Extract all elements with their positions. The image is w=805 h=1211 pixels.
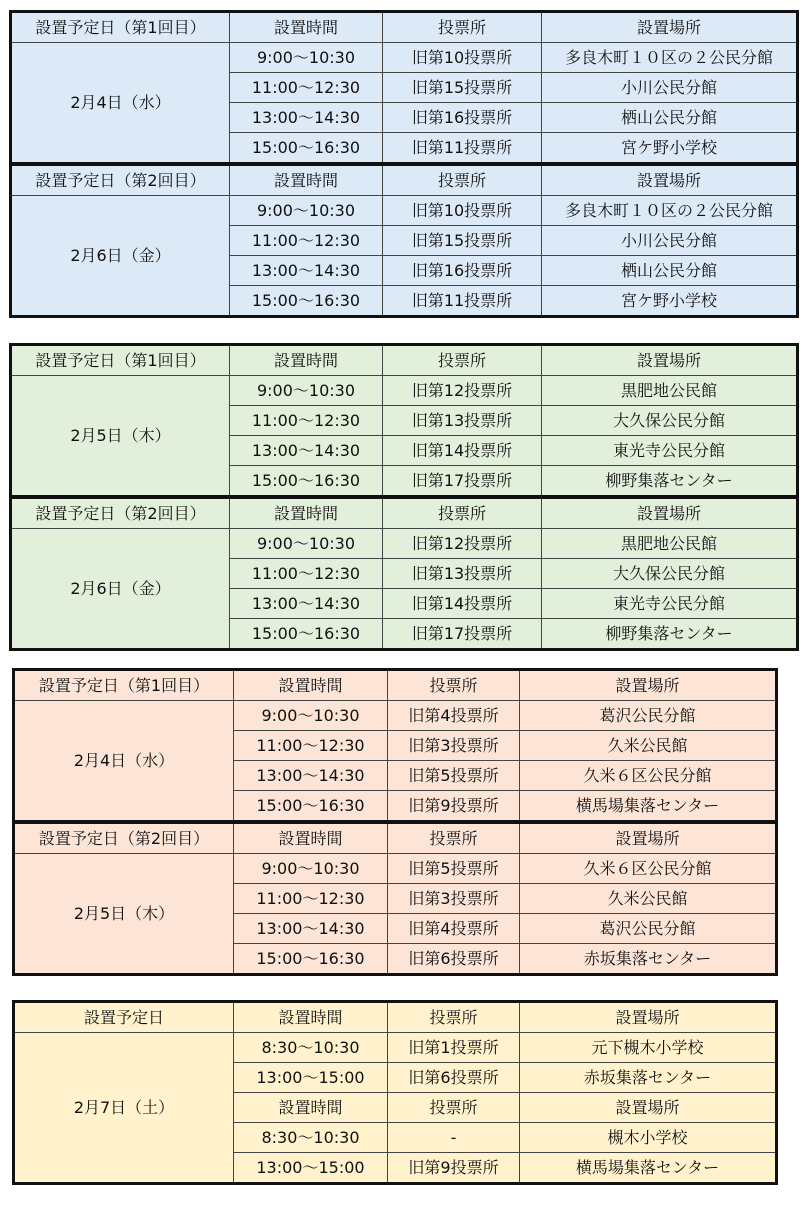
- header-place: 設置場所: [520, 1002, 777, 1033]
- schedule-table-1: [9, 10, 799, 318]
- header-time: 設置時間: [230, 12, 383, 43]
- place-cell: 久米公民館: [520, 731, 777, 761]
- station-cell: 旧第12投票所: [383, 529, 542, 559]
- station-cell: 旧第11投票所: [383, 133, 542, 165]
- time-cell: 13:00～15:00: [234, 1063, 388, 1093]
- station-cell: 旧第15投票所: [383, 73, 542, 103]
- time-cell: 15:00～16:30: [230, 466, 383, 498]
- date-cell: 2月7日（土）: [14, 1033, 234, 1184]
- time-cell: 9:00～10:30: [234, 854, 388, 884]
- station-cell: 旧第9投票所: [388, 791, 520, 823]
- header-time: 設置時間: [230, 164, 383, 196]
- time-cell: 13:00～14:30: [234, 914, 388, 944]
- table-header-row: [14, 822, 777, 854]
- header-place: 設置場所: [542, 497, 798, 529]
- table-header-row: [11, 345, 798, 376]
- table-row: [11, 196, 798, 226]
- time-cell: 11:00～12:30: [230, 406, 383, 436]
- station-cell: 旧第6投票所: [388, 1063, 520, 1093]
- schedule-table-3: [12, 668, 778, 976]
- header-time: 設置時間: [230, 497, 383, 529]
- time-cell: 11:00～12:30: [230, 226, 383, 256]
- place-cell: 赤坂集落センター: [520, 944, 777, 975]
- time-cell: 15:00～16:30: [230, 619, 383, 650]
- time-cell: 13:00～14:30: [230, 256, 383, 286]
- date-cell: 2月5日（木）: [14, 854, 234, 975]
- station-cell: 旧第16投票所: [383, 103, 542, 133]
- time-cell: 9:00～10:30: [230, 196, 383, 226]
- station-cell: 旧第16投票所: [383, 256, 542, 286]
- header-place: 設置場所: [520, 1093, 777, 1123]
- date-cell: 2月4日（水）: [11, 43, 230, 165]
- place-cell: 東光寺公民分館: [542, 436, 798, 466]
- place-cell: 小川公民分館: [542, 73, 798, 103]
- time-cell: 15:00～16:30: [230, 133, 383, 165]
- time-cell: 11:00～12:30: [230, 559, 383, 589]
- station-cell: 旧第10投票所: [383, 196, 542, 226]
- place-cell: 久米公民館: [520, 884, 777, 914]
- station-cell: 旧第1投票所: [388, 1033, 520, 1063]
- header-date: 設置予定日（第1回目）: [11, 12, 230, 43]
- station-cell: 旧第11投票所: [383, 286, 542, 317]
- station-cell: 旧第13投票所: [383, 406, 542, 436]
- header-station: 投票所: [388, 1002, 520, 1033]
- time-cell: 13:00～14:30: [230, 436, 383, 466]
- header-station: 投票所: [383, 345, 542, 376]
- place-cell: 槻木小学校: [520, 1123, 777, 1153]
- place-cell: 葛沢公民分館: [520, 701, 777, 731]
- place-cell: 多良木町１０区の２公民分館: [542, 43, 798, 73]
- place-cell: 栖山公民分館: [542, 103, 798, 133]
- table-header-row: [11, 12, 798, 43]
- station-cell: 旧第14投票所: [383, 589, 542, 619]
- table-header-row: [14, 670, 777, 701]
- station-cell: 旧第17投票所: [383, 619, 542, 650]
- place-cell: 黒肥地公民館: [542, 376, 798, 406]
- table-row: [14, 701, 777, 731]
- schedule-table-4: [12, 1000, 778, 1185]
- header-date: 設置予定日（第1回目）: [14, 670, 234, 701]
- header-place: 設置場所: [520, 822, 777, 854]
- station-cell: 旧第3投票所: [388, 731, 520, 761]
- station-cell: 旧第12投票所: [383, 376, 542, 406]
- date-cell: 2月6日（金）: [11, 196, 230, 317]
- station-cell: 旧第4投票所: [388, 914, 520, 944]
- place-cell: 横馬場集落センター: [520, 1153, 777, 1184]
- place-cell: 小川公民分館: [542, 226, 798, 256]
- header-date: 設置予定日: [14, 1002, 234, 1033]
- header-date: 設置予定日（第2回目）: [11, 164, 230, 196]
- table-header-row: [11, 164, 798, 196]
- station-cell: 旧第15投票所: [383, 226, 542, 256]
- date-cell: 2月6日（金）: [11, 529, 230, 650]
- place-cell: 元下槻木小学校: [520, 1033, 777, 1063]
- time-cell: 9:00～10:30: [230, 376, 383, 406]
- place-cell: 栖山公民分館: [542, 256, 798, 286]
- station-cell: 旧第17投票所: [383, 466, 542, 498]
- time-cell: 11:00～12:30: [234, 731, 388, 761]
- table-row: [11, 43, 798, 73]
- time-cell: 13:00～14:30: [234, 761, 388, 791]
- header-time: 設置時間: [230, 345, 383, 376]
- time-cell: 9:00～10:30: [234, 701, 388, 731]
- table-header-row: [11, 497, 798, 529]
- table-row: [14, 854, 777, 884]
- time-cell: 13:00～14:30: [230, 103, 383, 133]
- time-cell: 9:00～10:30: [230, 529, 383, 559]
- station-cell: 旧第9投票所: [388, 1153, 520, 1184]
- station-cell: 旧第5投票所: [388, 854, 520, 884]
- station-cell: 旧第6投票所: [388, 944, 520, 975]
- schedule-table-2: [9, 343, 799, 651]
- table-row: [14, 1033, 777, 1063]
- table-row: [11, 376, 798, 406]
- header-place: 設置場所: [542, 164, 798, 196]
- station-cell: 旧第5投票所: [388, 761, 520, 791]
- header-place: 設置場所: [542, 345, 798, 376]
- station-cell: -: [388, 1123, 520, 1153]
- header-time: 設置時間: [234, 670, 388, 701]
- header-place: 設置場所: [542, 12, 798, 43]
- place-cell: 宮ケ野小学校: [542, 133, 798, 165]
- station-cell: 旧第4投票所: [388, 701, 520, 731]
- time-cell: 13:00～14:30: [230, 589, 383, 619]
- place-cell: 宮ケ野小学校: [542, 286, 798, 317]
- place-cell: 東光寺公民分館: [542, 589, 798, 619]
- header-station: 投票所: [388, 670, 520, 701]
- time-cell: 11:00～12:30: [230, 73, 383, 103]
- date-cell: 2月5日（木）: [11, 376, 230, 498]
- place-cell: 葛沢公民分館: [520, 914, 777, 944]
- header-station: 投票所: [388, 822, 520, 854]
- place-cell: 赤坂集落センター: [520, 1063, 777, 1093]
- place-cell: 柳野集落センター: [542, 619, 798, 650]
- table-header-row: [14, 1002, 777, 1033]
- header-station: 投票所: [383, 497, 542, 529]
- time-cell: 8:30～10:30: [234, 1033, 388, 1063]
- station-cell: 旧第14投票所: [383, 436, 542, 466]
- time-cell: 9:00～10:30: [230, 43, 383, 73]
- time-cell: 8:30～10:30: [234, 1123, 388, 1153]
- header-date: 設置予定日（第2回目）: [11, 497, 230, 529]
- time-cell: 15:00～16:30: [234, 791, 388, 823]
- place-cell: 多良木町１０区の２公民分館: [542, 196, 798, 226]
- header-place: 設置場所: [520, 670, 777, 701]
- header-date: 設置予定日（第1回目）: [11, 345, 230, 376]
- place-cell: 久米６区公民分館: [520, 854, 777, 884]
- header-time: 設置時間: [234, 822, 388, 854]
- table-row: [11, 529, 798, 559]
- place-cell: 大久保公民分館: [542, 559, 798, 589]
- station-cell: 旧第10投票所: [383, 43, 542, 73]
- header-station: 投票所: [383, 164, 542, 196]
- header-date: 設置予定日（第2回目）: [14, 822, 234, 854]
- header-time: 設置時間: [234, 1093, 388, 1123]
- place-cell: 大久保公民分館: [542, 406, 798, 436]
- header-station: 投票所: [383, 12, 542, 43]
- place-cell: 柳野集落センター: [542, 466, 798, 498]
- header-time: 設置時間: [234, 1002, 388, 1033]
- time-cell: 15:00～16:30: [230, 286, 383, 317]
- time-cell: 15:00～16:30: [234, 944, 388, 975]
- place-cell: 横馬場集落センター: [520, 791, 777, 823]
- station-cell: 旧第3投票所: [388, 884, 520, 914]
- place-cell: 久米６区公民分館: [520, 761, 777, 791]
- date-cell: 2月4日（水）: [14, 701, 234, 823]
- place-cell: 黒肥地公民館: [542, 529, 798, 559]
- time-cell: 13:00～15:00: [234, 1153, 388, 1184]
- time-cell: 11:00～12:30: [234, 884, 388, 914]
- header-station: 投票所: [388, 1093, 520, 1123]
- station-cell: 旧第13投票所: [383, 559, 542, 589]
